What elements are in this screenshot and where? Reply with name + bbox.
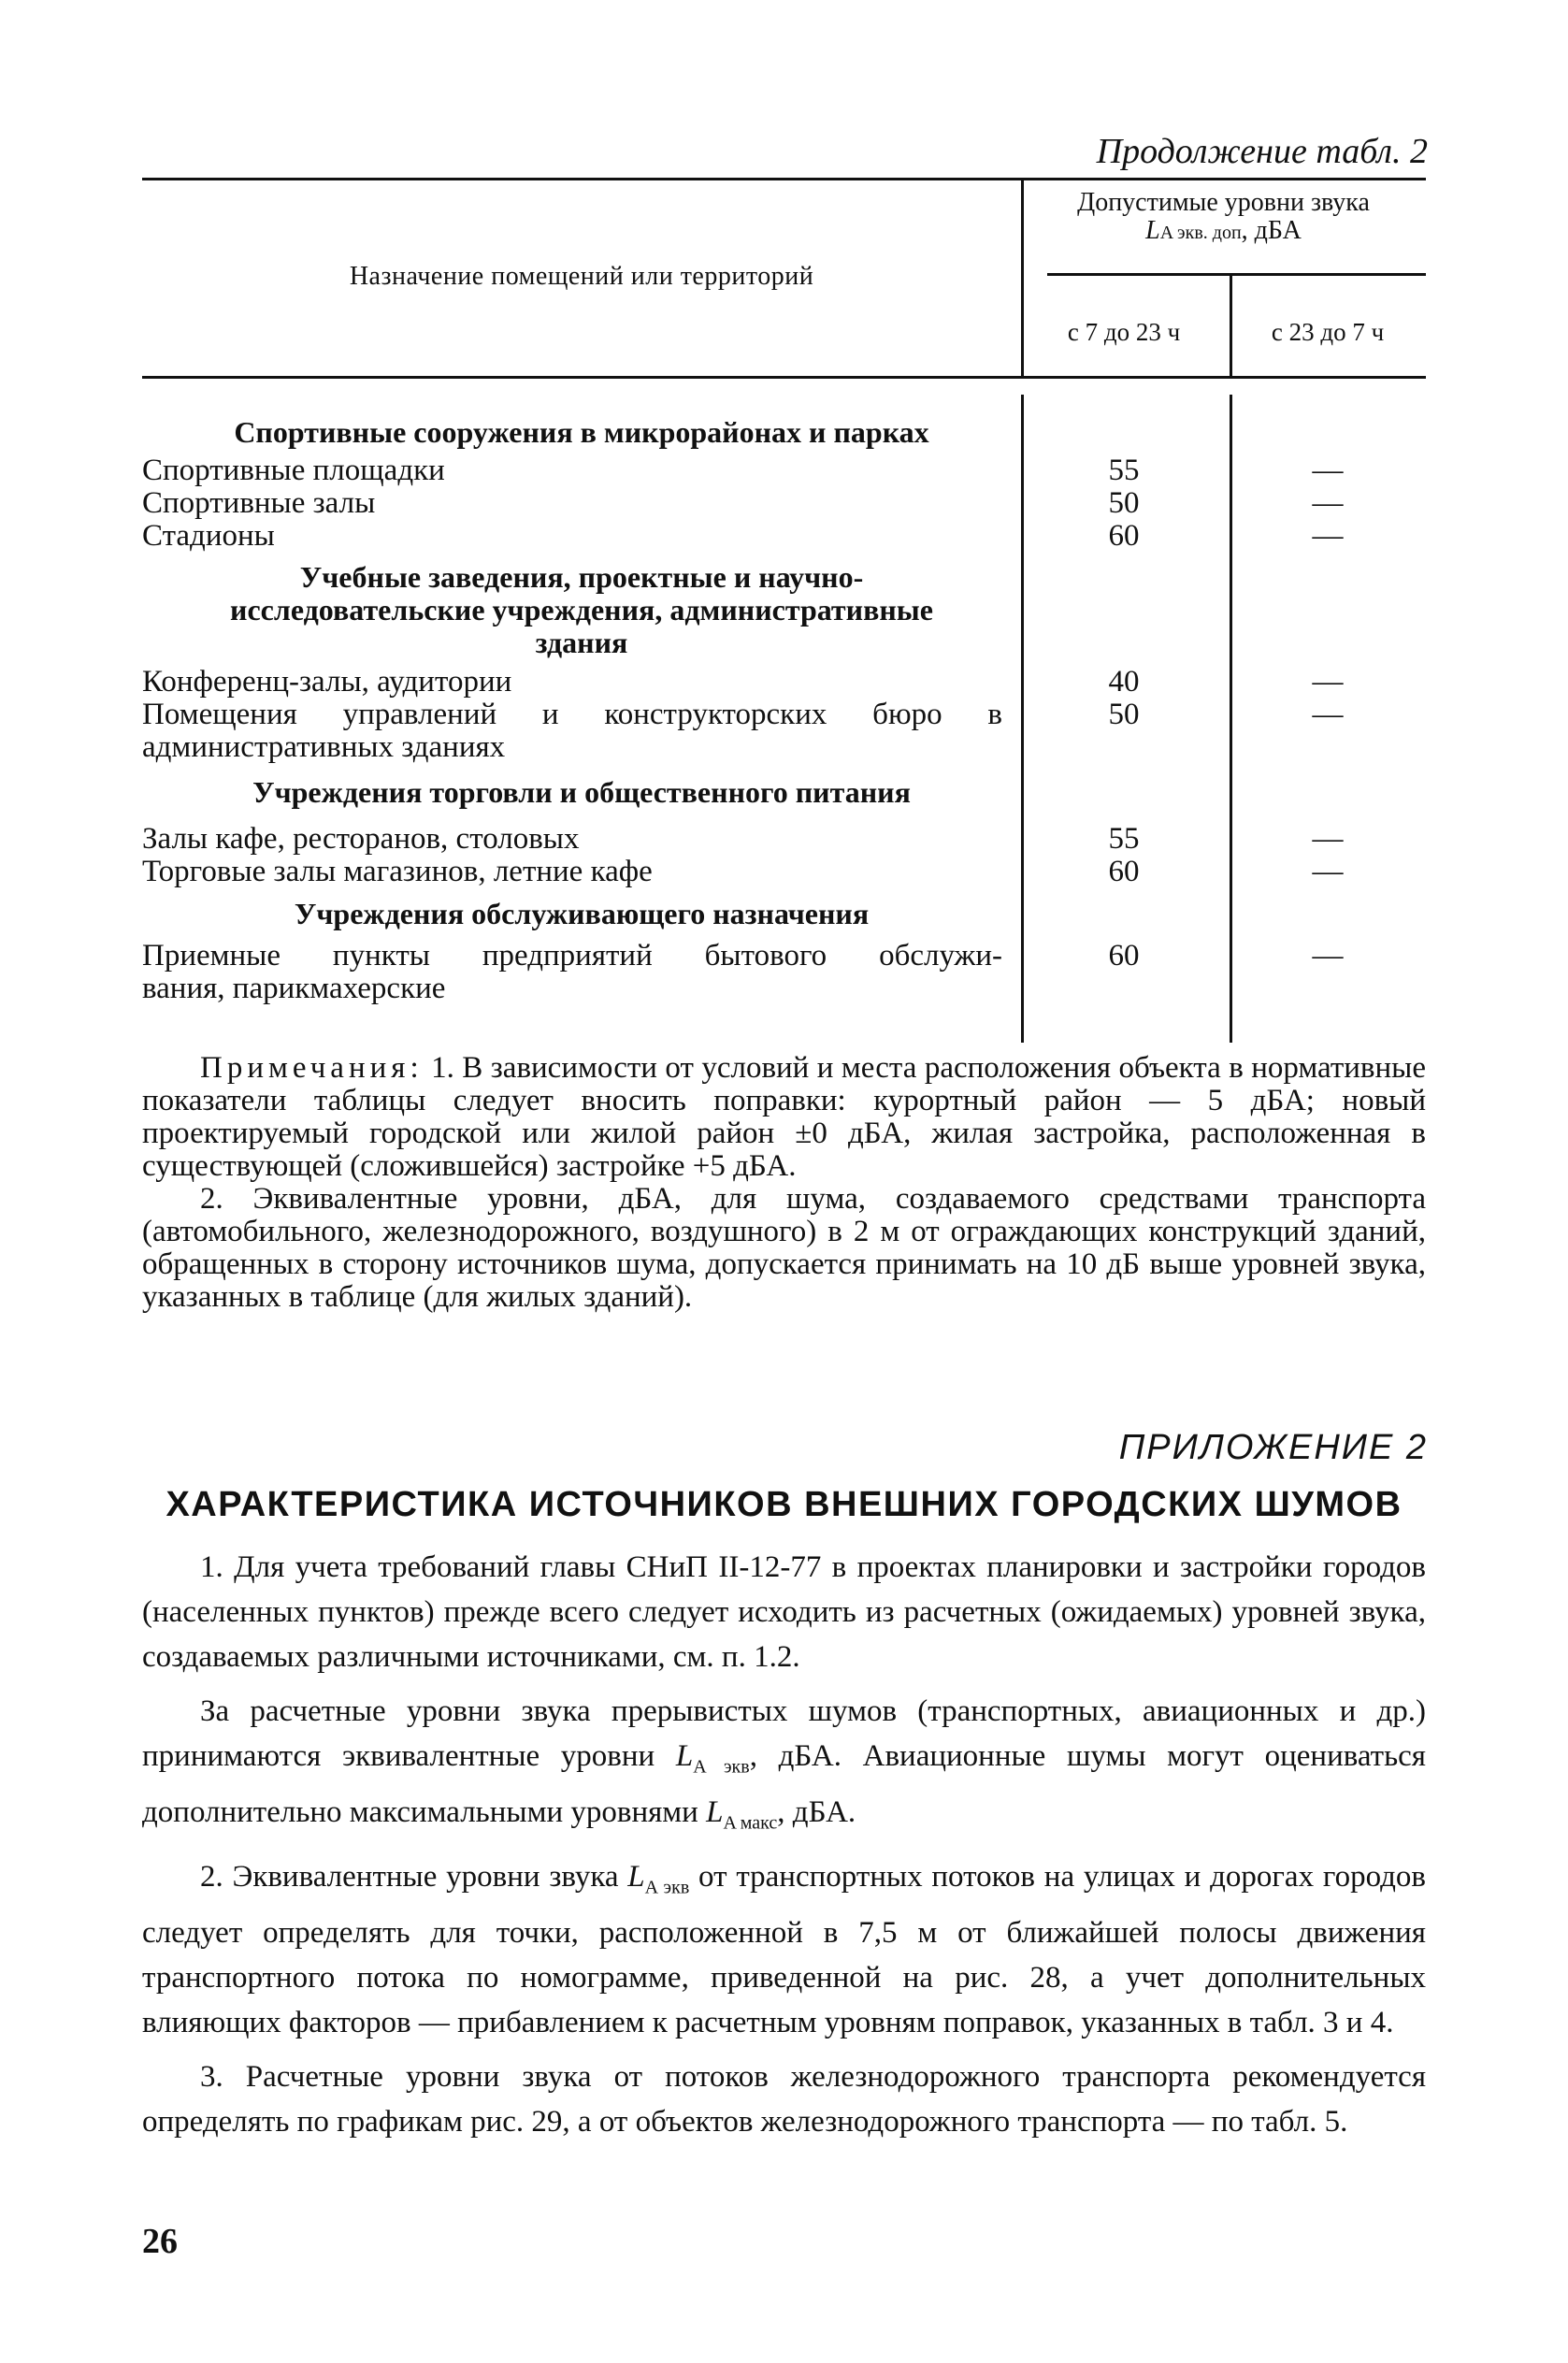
column-header-levels: Допустимые уровни звука LA экв. доп, дБА <box>1077 188 1370 245</box>
section-title: Учреждения торговли и общественного питания <box>252 775 911 809</box>
page-number: 26 <box>142 2222 178 2261</box>
table-top-rule <box>142 178 1426 180</box>
continuation-label: Продолжение табл. 2 <box>1096 132 1428 171</box>
header-bottom-rule <box>142 376 1426 379</box>
section-title: Спортивные сооружения в микрорайонах и парках <box>234 415 929 449</box>
table-notes <box>142 1052 1426 1314</box>
note-2: 2. Эквивалентные уровни, дБА, для шума, создаваемого средствами транспорта (автомобильного, железнодорожного, воздушного) в 2 м от ограждающих конструкций зданий, обращенных в сторону источников шума, допускается принимать на 10 дБ выше уровней звука, указанных в таблице (для жилых зданий). <box>142 1182 1426 1314</box>
paragraph-3: 2. Эквивалентные уровни звука $L_{A экв}$ от транспортных потоков на улицах и дорогах городов следует определять для точки, расположенной в 7,5 м от ближайшей полосы движения транспортного потока по номограмме, приведенной на рис. 28, а учет дополнительных влияющих факторов — прибавлением к расчетным уровням поправок, указанных в табл. 3 и 4. <box>142 1860 1426 2039</box>
paragraph-2: За расчетные уровни звука прерывистых шумов (транспортных, авиационных и др.) принимаются эквивалентные уровни $L_{A экв}$, дБА. Авиационные шумы могут оцениваться дополнительно максимальными уровнями $L_{A макс}$, дБА. <box>142 1694 1426 1834</box>
noise-levels-table: Назначение помещений или территорий Допустимые уровни звука LA экв. доп, дБА с 7 до 23 ч с 23 до 7 ч Спортивные сооружения в микрорайонах и парках Спортивные площадки 55 — Спортивные залы 50 — Стадионы 60 — Учебные заведения, проектные и научно- исследовательские учреждения, административные здания Конференц-залы, аудитории 40 — Помещения управлений и конструкторских бюро в административных зданиях 50 — Учреждения торговли и общественного питания Залы кафе, ресторанов, столовых 55 — Торговые залы магазинов, летние кафе 60 — Учреждения обслуживающего назначения Приемные пункты предприятий бытового обслужи- вания, парикмахерские 60 — <box>142 178 1426 1043</box>
section-title: Учреждения обслуживающего назначения <box>294 897 870 930</box>
appendix-label: ПРИЛОЖЕНИЕ 2 <box>1118 1428 1428 1467</box>
section-title: Учебные заведения, проектные и научно- исследовательские учреждения, административные здания <box>230 560 933 659</box>
paragraph-4: 3. Расчетные уровни звука от потоков железнодорожного транспорта рекомендуется определять по графикам рис. 29, а от объектов железнодорожного транспорта — по табл. 5. <box>142 2059 1426 2139</box>
paragraph-1: 1. Для учета требований главы СНиП II-12-77 в проектах планировки и застройки городов (населенных пунктов) прежде всего следует исходить из расчетных (ожидаемых) уровней звука, создаваемых различными источниками, см. п. 1.2. <box>142 1550 1426 1674</box>
header-split-rule <box>1047 273 1426 276</box>
appendix-title: ХАРАКТЕРИСТИКА ИСТОЧНИКОВ ВНЕШНИХ ГОРОДСКИХ ШУМОВ <box>165 1485 1403 1524</box>
note-1: Примечания: 1. В зависимости от условий и места расположения объекта в нормативные показатели таблицы следует вносить поправки: курортный район — 5 дБА; новый проектируемый городской или жилой район ±0 дБА, жилая застройка, расположенная в существующей (сложившейся) застройке +5 дБА. <box>142 1051 1426 1183</box>
column-header-purpose: Назначение помещений или территорий <box>349 262 814 291</box>
column-header-night: с 23 до 7 ч <box>1271 318 1385 346</box>
column-header-day: с 7 до 23 ч <box>1067 318 1181 346</box>
appendix-body <box>142 1545 1426 2154</box>
